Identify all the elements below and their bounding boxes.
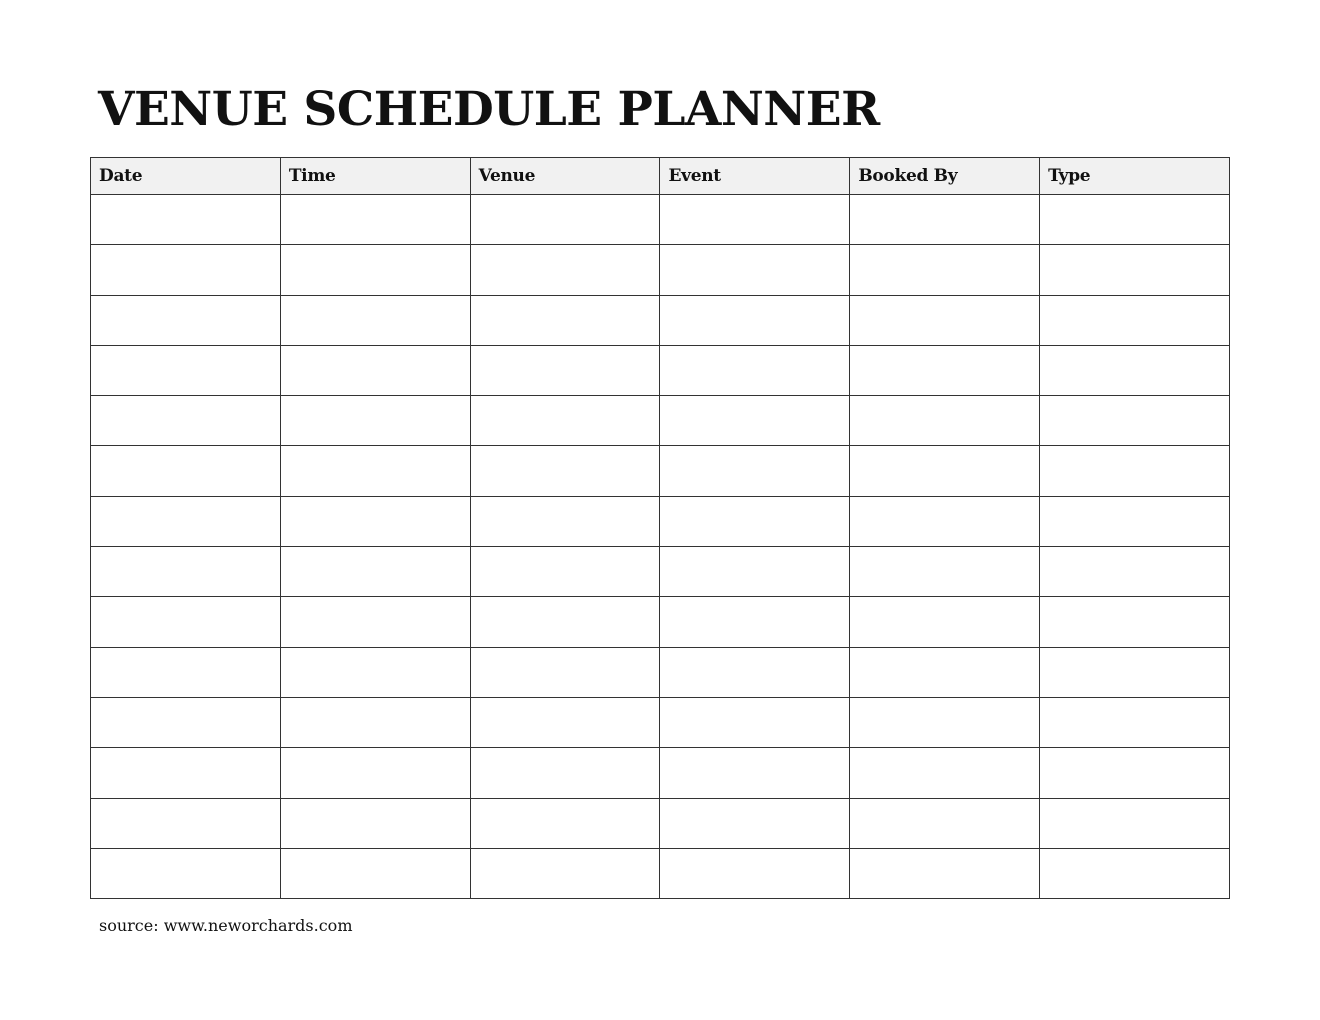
table-cell-venue[interactable] bbox=[470, 748, 660, 798]
table-cell-booked-by[interactable] bbox=[850, 848, 1040, 898]
table-cell-date[interactable] bbox=[91, 195, 281, 245]
table-cell-type[interactable] bbox=[1040, 345, 1230, 395]
table-cell-event[interactable] bbox=[660, 496, 850, 546]
table-cell-date[interactable] bbox=[91, 748, 281, 798]
page-title: VENUE SCHEDULE PLANNER bbox=[98, 82, 880, 137]
table-cell-booked-by[interactable] bbox=[850, 547, 1040, 597]
table-cell-event[interactable] bbox=[660, 295, 850, 345]
table-cell-type[interactable] bbox=[1040, 396, 1230, 446]
table-cell-time[interactable] bbox=[280, 446, 470, 496]
table-cell-venue[interactable] bbox=[470, 245, 660, 295]
table-cell-event[interactable] bbox=[660, 195, 850, 245]
table-cell-type[interactable] bbox=[1040, 446, 1230, 496]
table-cell-type[interactable] bbox=[1040, 496, 1230, 546]
table-cell-booked-by[interactable] bbox=[850, 345, 1040, 395]
table-cell-booked-by[interactable] bbox=[850, 798, 1040, 848]
table-row bbox=[91, 597, 1230, 647]
table-cell-venue[interactable] bbox=[470, 848, 660, 898]
table-cell-type[interactable] bbox=[1040, 697, 1230, 747]
table-cell-event[interactable] bbox=[660, 748, 850, 798]
table-cell-date[interactable] bbox=[91, 798, 281, 848]
table-row bbox=[91, 798, 1230, 848]
table-cell-type[interactable] bbox=[1040, 748, 1230, 798]
table-cell-booked-by[interactable] bbox=[850, 295, 1040, 345]
table-cell-venue[interactable] bbox=[470, 295, 660, 345]
table-cell-event[interactable] bbox=[660, 396, 850, 446]
column-header-type: Type bbox=[1040, 158, 1230, 195]
table-cell-event[interactable] bbox=[660, 547, 850, 597]
table-cell-time[interactable] bbox=[280, 647, 470, 697]
table-cell-date[interactable] bbox=[91, 547, 281, 597]
table-cell-time[interactable] bbox=[280, 798, 470, 848]
table-cell-event[interactable] bbox=[660, 345, 850, 395]
table-body bbox=[91, 195, 1230, 899]
column-header-venue: Venue bbox=[470, 158, 660, 195]
table-cell-venue[interactable] bbox=[470, 547, 660, 597]
table-cell-time[interactable] bbox=[280, 195, 470, 245]
table-cell-venue[interactable] bbox=[470, 496, 660, 546]
table-row bbox=[91, 748, 1230, 798]
table-cell-time[interactable] bbox=[280, 245, 470, 295]
table-cell-time[interactable] bbox=[280, 396, 470, 446]
table-cell-date[interactable] bbox=[91, 496, 281, 546]
table-cell-date[interactable] bbox=[91, 295, 281, 345]
table-cell-event[interactable] bbox=[660, 597, 850, 647]
table-cell-time[interactable] bbox=[280, 848, 470, 898]
column-header-event: Event bbox=[660, 158, 850, 195]
table-cell-time[interactable] bbox=[280, 496, 470, 546]
table-cell-venue[interactable] bbox=[470, 597, 660, 647]
table-row bbox=[91, 295, 1230, 345]
table-cell-venue[interactable] bbox=[470, 647, 660, 697]
table-row bbox=[91, 697, 1230, 747]
column-header-booked-by: Booked By bbox=[850, 158, 1040, 195]
table-row bbox=[91, 396, 1230, 446]
table-cell-time[interactable] bbox=[280, 597, 470, 647]
table-cell-booked-by[interactable] bbox=[850, 597, 1040, 647]
table-row bbox=[91, 547, 1230, 597]
table-cell-venue[interactable] bbox=[470, 798, 660, 848]
table-cell-booked-by[interactable] bbox=[850, 647, 1040, 697]
table-cell-type[interactable] bbox=[1040, 848, 1230, 898]
table-cell-event[interactable] bbox=[660, 446, 850, 496]
table-cell-booked-by[interactable] bbox=[850, 195, 1040, 245]
table-cell-event[interactable] bbox=[660, 798, 850, 848]
table-cell-time[interactable] bbox=[280, 345, 470, 395]
table-cell-date[interactable] bbox=[91, 848, 281, 898]
table-cell-time[interactable] bbox=[280, 697, 470, 747]
table-cell-date[interactable] bbox=[91, 396, 281, 446]
table-cell-type[interactable] bbox=[1040, 195, 1230, 245]
table-row bbox=[91, 195, 1230, 245]
table-cell-date[interactable] bbox=[91, 446, 281, 496]
schedule-table bbox=[90, 157, 1230, 899]
table-cell-type[interactable] bbox=[1040, 547, 1230, 597]
table-cell-event[interactable] bbox=[660, 245, 850, 295]
table-cell-date[interactable] bbox=[91, 245, 281, 295]
table-cell-venue[interactable] bbox=[470, 396, 660, 446]
table-cell-date[interactable] bbox=[91, 697, 281, 747]
column-header-time: Time bbox=[280, 158, 470, 195]
table-cell-time[interactable] bbox=[280, 547, 470, 597]
table-cell-booked-by[interactable] bbox=[850, 396, 1040, 446]
table-cell-event[interactable] bbox=[660, 848, 850, 898]
table-cell-date[interactable] bbox=[91, 647, 281, 697]
table-cell-time[interactable] bbox=[280, 295, 470, 345]
table-row bbox=[91, 647, 1230, 697]
table-cell-type[interactable] bbox=[1040, 597, 1230, 647]
table-cell-event[interactable] bbox=[660, 647, 850, 697]
table-header bbox=[91, 158, 1230, 195]
table-cell-type[interactable] bbox=[1040, 295, 1230, 345]
table-cell-venue[interactable] bbox=[470, 345, 660, 395]
column-header-date: Date bbox=[91, 158, 281, 195]
header-row bbox=[91, 158, 1230, 195]
table-cell-booked-by[interactable] bbox=[850, 697, 1040, 747]
table-cell-venue[interactable] bbox=[470, 446, 660, 496]
table-cell-booked-by[interactable] bbox=[850, 446, 1040, 496]
table-cell-event[interactable] bbox=[660, 697, 850, 747]
table-cell-date[interactable] bbox=[91, 597, 281, 647]
table-cell-booked-by[interactable] bbox=[850, 245, 1040, 295]
table-cell-venue[interactable] bbox=[470, 697, 660, 747]
table-cell-booked-by[interactable] bbox=[850, 748, 1040, 798]
table-row bbox=[91, 848, 1230, 898]
source-note: source: www.neworchards.com bbox=[99, 916, 353, 935]
table-cell-time[interactable] bbox=[280, 748, 470, 798]
table-row bbox=[91, 496, 1230, 546]
table-cell-type[interactable] bbox=[1040, 798, 1230, 848]
table-cell-type[interactable] bbox=[1040, 245, 1230, 295]
table-row bbox=[91, 245, 1230, 295]
table-cell-type[interactable] bbox=[1040, 647, 1230, 697]
table-row bbox=[91, 345, 1230, 395]
table-row bbox=[91, 446, 1230, 496]
table-cell-venue[interactable] bbox=[470, 195, 660, 245]
table-cell-booked-by[interactable] bbox=[850, 496, 1040, 546]
table-cell-date[interactable] bbox=[91, 345, 281, 395]
